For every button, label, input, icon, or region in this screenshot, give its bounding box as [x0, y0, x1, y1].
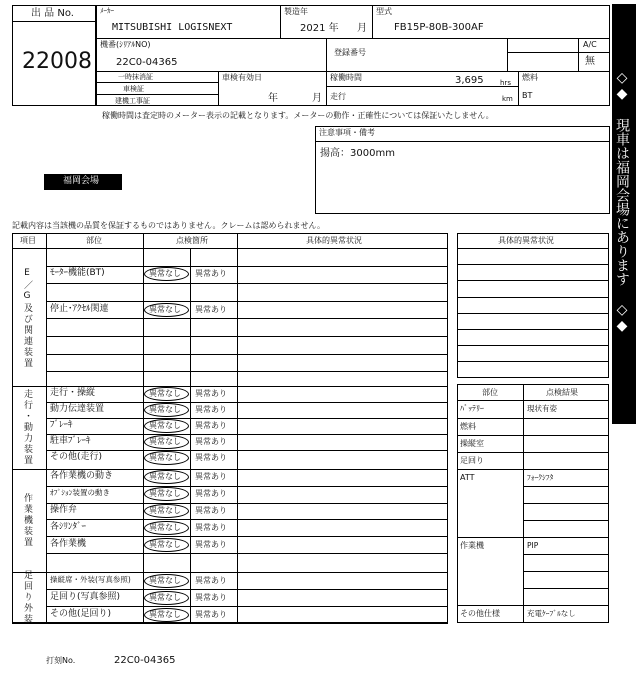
ac-value: 無: [585, 56, 595, 67]
disclaimer: 記載内容は当該機の品質を保証するものではありません。クレームは認められません。: [12, 221, 325, 230]
stamp-number: 22C0-04365: [114, 655, 176, 666]
travel-label: 走行: [330, 92, 346, 101]
inspect-month-unit: 月: [312, 93, 322, 104]
row-divider: [457, 329, 609, 330]
row-divider: [457, 264, 609, 265]
result-part: 燃料: [460, 422, 476, 431]
result-part: ﾊﾞｯﾃﾘｰ: [460, 404, 484, 413]
table-row-part: ﾓｰﾀｰ機能(BT): [50, 268, 105, 279]
status-ng-label: 異常あり: [195, 437, 227, 446]
hours-value: 3,695: [455, 75, 484, 86]
result-part: ATT: [460, 473, 475, 482]
status-ng-label: 異常あり: [195, 592, 227, 602]
result-value: ﾌｫｰｸｼﾌﾀ: [527, 473, 554, 482]
status-ng-label: 異常あり: [195, 575, 227, 585]
row-divider: [46, 418, 448, 419]
selected-circle: [144, 387, 189, 401]
table-row-part: 各ｼﾘﾝﾀﾞｰ: [50, 521, 87, 532]
row-divider: [457, 418, 609, 419]
row-divider: [46, 536, 448, 537]
inspection-table: [12, 233, 448, 623]
serial-label: 機番(ｼﾘｱﾙNO): [100, 40, 151, 49]
row-divider: [46, 589, 448, 590]
status-ok-label: 異常なし: [149, 506, 181, 515]
row-divider: [46, 486, 448, 487]
row-divider: [46, 503, 448, 504]
group-divider: [12, 572, 448, 573]
status-ng-label: 異常あり: [195, 421, 227, 430]
status-ng-label: 異常あり: [195, 539, 227, 549]
group-divider: [12, 623, 448, 624]
status-ng-label: 異常あり: [195, 506, 227, 515]
group-divider: [12, 469, 448, 470]
selected-circle: [144, 591, 189, 605]
lot-number: 22008: [22, 49, 92, 74]
row-divider: [46, 606, 448, 607]
row-divider: [457, 469, 609, 470]
status-ok-label: 異常なし: [149, 472, 181, 482]
row-divider: [457, 435, 609, 436]
inspect-year-unit: 年: [268, 93, 278, 104]
row-divider: [46, 371, 448, 372]
year-label: 製造年: [284, 7, 308, 16]
row-divider: [46, 434, 448, 435]
serial-value: 22C0-04365: [116, 57, 178, 68]
inspect-label: 車検有効日: [222, 73, 262, 82]
selected-circle: [144, 538, 189, 552]
status-ok-label: 異常なし: [149, 609, 181, 619]
result-value: 現状有姿: [527, 404, 557, 413]
col-check-header: 点検箇所: [176, 236, 208, 245]
hours-notice: 稼働時間は査定時のメーター表示の記載となります。メーターの動作・正確性については保証いたしません。: [102, 111, 494, 120]
table-row-part: 動力伝達装置: [50, 404, 105, 414]
hrs-unit: hrs: [500, 79, 511, 87]
row-divider: [457, 345, 609, 346]
selected-circle: [144, 303, 189, 317]
sub-row-divider: [523, 571, 609, 572]
row-divider: [457, 297, 609, 298]
status-ng-label: 異常あり: [195, 489, 227, 499]
group-label: 足回り外装: [22, 570, 32, 625]
group-label: 作業機装置: [22, 493, 32, 548]
selected-circle: [144, 451, 189, 465]
group-label: E／G及び関連装置: [22, 267, 32, 369]
table-row-part: 走行・操縦: [50, 388, 96, 398]
selected-circle: [144, 608, 189, 622]
status-ng-label: 異常あり: [195, 269, 227, 279]
row-divider: [46, 553, 448, 554]
row-divider: [46, 354, 448, 355]
status-ok-label: 異常なし: [149, 575, 181, 585]
table-row-part: 駐車ﾌﾞﾚｰｷ: [50, 436, 91, 446]
status-ok-label: 異常なし: [149, 405, 181, 414]
selected-circle: [144, 435, 189, 449]
sub-row-divider: [523, 588, 609, 589]
reg-label: 登録番号: [334, 48, 366, 57]
selected-circle: [144, 574, 189, 588]
status-ng-label: 異常あり: [195, 304, 227, 314]
sub-row-divider: [523, 520, 609, 521]
status-ok-label: 異常なし: [149, 269, 181, 279]
table-row-part: 足回り(写真参照): [50, 591, 121, 602]
lot-label: 出 品 No.: [31, 8, 74, 19]
row-divider: [46, 402, 448, 403]
row-divider: [46, 266, 448, 267]
table-row-part: ｵﾌﾟｼｮﾝ装置の動き: [50, 488, 110, 498]
selected-circle: [144, 504, 189, 518]
right-detail-table: [457, 233, 609, 378]
stamp-label: 打刻No.: [46, 656, 76, 665]
status-ok-label: 異常なし: [149, 539, 181, 549]
fuel-label: 燃料: [522, 73, 538, 82]
side-banner-text: ◇◆ 現車は福岡会場にあります ◇◆: [614, 70, 630, 334]
remarks-value: 揚高：3000mm: [320, 148, 395, 159]
row-divider: [46, 301, 448, 302]
model-label: 型式: [376, 7, 392, 16]
sub-row-divider: [523, 554, 609, 555]
row-divider: [46, 450, 448, 451]
right-detail-header: 具体的異常状況: [498, 236, 554, 245]
status-ok-label: 異常なし: [149, 389, 181, 398]
status-ok-label: 異常なし: [149, 489, 181, 499]
result-part: その他仕様: [460, 609, 500, 618]
group-divider: [12, 386, 448, 387]
selected-circle: [144, 403, 189, 417]
row-divider: [457, 313, 609, 314]
row-divider: [457, 280, 609, 281]
result-value: 充電ｹｰﾌﾞﾙなし: [527, 609, 576, 618]
selected-circle: [144, 419, 189, 433]
status-ok-label: 異常なし: [149, 522, 181, 532]
row-divider: [457, 537, 609, 538]
result-part: 操縦室: [460, 439, 484, 448]
table-row-part: 停止･ｱｸｾﾙ関連: [50, 303, 109, 314]
row-divider: [46, 318, 448, 319]
status-ng-label: 異常あり: [195, 522, 227, 532]
table-row-part: 操縦席・外装(写真参照): [50, 574, 131, 584]
cert3-label: 建機工事証: [115, 97, 150, 105]
row-divider: [457, 452, 609, 453]
cert1-label: 一時抹消証: [118, 73, 153, 81]
maker-value: MITSUBISHI LOGISNEXT: [112, 22, 233, 33]
status-ok-label: 異常なし: [149, 592, 181, 602]
remarks-label: 注意事項・備考: [319, 128, 375, 137]
table-row-part: 各作業機の動き: [50, 471, 114, 482]
status-ok-label: 異常なし: [149, 437, 181, 446]
col-item-header: 項目: [20, 236, 36, 245]
row-divider: [46, 283, 448, 284]
model-value: FB15P-80B-300AF: [394, 22, 484, 33]
km-unit: km: [502, 95, 513, 103]
row-divider: [46, 336, 448, 337]
status-ng-label: 異常あり: [195, 472, 227, 482]
result-value: PIP: [527, 541, 539, 550]
status-ok-label: 異常なし: [149, 453, 181, 462]
row-divider: [457, 361, 609, 362]
status-ng-label: 異常あり: [195, 405, 227, 414]
status-ng-label: 異常あり: [195, 609, 227, 619]
year-value: 2021 年: [300, 23, 339, 34]
result-part: 作業機: [460, 541, 484, 550]
group-label: 走行・動力装置: [22, 389, 32, 466]
sub-row-divider: [523, 486, 609, 487]
ac-label: A/C: [583, 40, 597, 49]
result-part-header: 部位: [482, 388, 498, 397]
status-ng-label: 異常あり: [195, 389, 227, 398]
row-divider: [46, 519, 448, 520]
table-row-part: その他(足回り): [50, 608, 112, 619]
cert2-label: 車検証: [123, 85, 144, 93]
status-ok-label: 異常なし: [149, 304, 181, 314]
table-row-part: 操作弁: [50, 505, 78, 515]
table-row-part: 各作業機: [50, 538, 87, 549]
col-part-header: 部位: [86, 236, 102, 245]
result-part: 足回り: [460, 456, 484, 465]
venue-tag-label: 福岡会場: [63, 176, 100, 186]
sub-row-divider: [523, 503, 609, 504]
fuel-value: BT: [522, 91, 533, 100]
remarks-box: [315, 126, 610, 214]
table-row-part: その他(走行): [50, 452, 103, 462]
maker-label: ﾒｰｶｰ: [100, 7, 114, 15]
hours-label: 稼働時間: [330, 73, 362, 82]
col-detail-header: 具体的異常状況: [306, 236, 362, 245]
status-ok-label: 異常なし: [149, 421, 181, 430]
result-result-header: 点検結果: [546, 388, 578, 397]
status-ng-label: 異常あり: [195, 453, 227, 462]
table-row-part: ﾌﾞﾚｰｷ: [50, 420, 73, 430]
month-unit: 月: [357, 23, 367, 34]
selected-circle: [144, 521, 189, 535]
row-divider: [457, 605, 609, 606]
